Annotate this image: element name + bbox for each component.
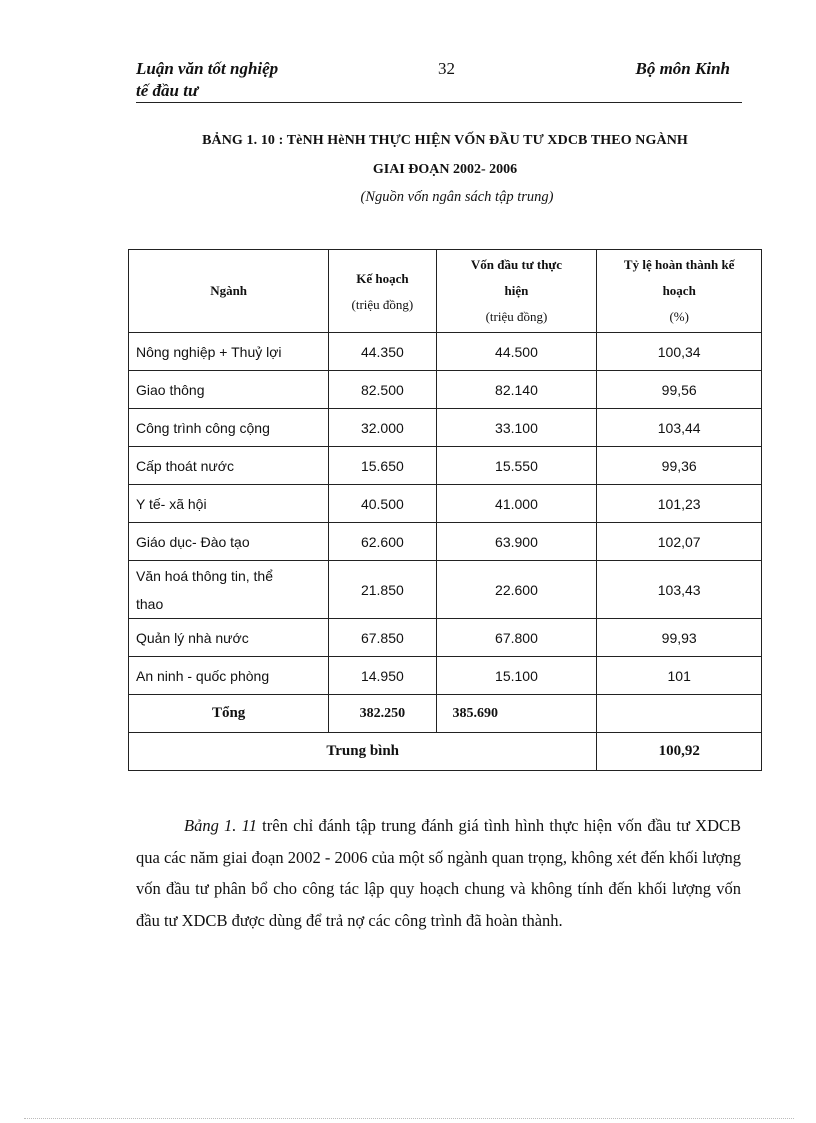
actual-cell: 44.500 [436, 333, 597, 371]
rate-cell: 100,34 [597, 333, 762, 371]
sector-cell: Cấp thoát nước [129, 447, 329, 485]
header-sector: Ngành [129, 250, 329, 333]
page-header [136, 58, 742, 103]
page-bottom-divider [24, 1118, 794, 1119]
actual-cell: 15.100 [436, 657, 597, 695]
table-row [129, 523, 762, 561]
header-right: Bộ môn Kinh [635, 59, 730, 78]
plan-cell: 82.500 [329, 371, 436, 409]
sector-cell: An ninh - quốc phòng [129, 657, 329, 695]
sector-cell: Giáo dục- Đào tạo [129, 523, 329, 561]
header-actual: Vốn đầu tư thực hiện (triệu đồng) [436, 250, 597, 333]
rate-cell: 99,36 [597, 447, 762, 485]
table-header-row [129, 250, 762, 333]
body-paragraph [136, 810, 741, 936]
table-row [129, 371, 762, 409]
table-row [129, 485, 762, 523]
sector-cell: Y tế- xã hội [129, 485, 329, 523]
sector-cell: Nông nghiệp + Thuỷ lợi [129, 333, 329, 371]
average-rate: 100,92 [597, 733, 762, 771]
table-caption-title: BẢNG 1. 10 : TèNH HèNH THỰC HIỆN VỐN ĐẦU TƯ XDCB THEO NGÀNH [202, 133, 688, 148]
table-caption-period: GIAI ĐOẠN 2002- 2006 [372, 162, 518, 177]
actual-cell: 67.800 [436, 619, 597, 657]
total-row [129, 695, 762, 733]
plan-cell: 14.950 [329, 657, 436, 695]
table-caption-source: (Nguồn vốn ngân sách tập trung) [360, 189, 554, 205]
rate-cell: 103,43 [597, 561, 762, 619]
plan-cell: 32.000 [329, 409, 436, 447]
plan-cell: 62.600 [329, 523, 436, 561]
plan-cell: 15.650 [329, 447, 436, 485]
actual-cell: 15.550 [436, 447, 597, 485]
header-left-line2: tế đầu tư [136, 81, 199, 100]
plan-cell: 67.850 [329, 619, 436, 657]
header-left-line1: Luận văn tốt nghiệp [136, 59, 279, 78]
table-reference: Bảng 1. 11 [184, 816, 257, 835]
table-row [129, 561, 762, 619]
actual-cell: 82.140 [436, 371, 597, 409]
rate-cell: 99,56 [597, 371, 762, 409]
rate-cell: 99,93 [597, 619, 762, 657]
actual-cell: 33.100 [436, 409, 597, 447]
plan-cell: 40.500 [329, 485, 436, 523]
actual-cell: 22.600 [436, 561, 597, 619]
total-plan: 382.250 [329, 695, 436, 733]
sector-cell: Công trình công cộng [129, 409, 329, 447]
sector-cell: Văn hoá thông tin, thể thao [129, 561, 329, 619]
average-row [129, 733, 762, 771]
rate-cell: 101,23 [597, 485, 762, 523]
total-actual: 385.690 [436, 695, 597, 733]
table-row [129, 619, 762, 657]
table-row [129, 447, 762, 485]
total-label: Tổng [129, 695, 329, 733]
sector-cell: Giao thông [129, 371, 329, 409]
page-number: 32 [438, 59, 455, 78]
header-left [136, 58, 336, 102]
rate-cell: 102,07 [597, 523, 762, 561]
sector-cell: Quản lý nhà nước [129, 619, 329, 657]
investment-table [128, 249, 762, 771]
header-plan: Kế hoạch (triệu đồng) [329, 250, 436, 333]
table-row [129, 409, 762, 447]
rate-cell: 103,44 [597, 409, 762, 447]
rate-cell: 101 [597, 657, 762, 695]
total-rate [597, 695, 762, 733]
paragraph-text: trên chỉ đánh tập trung đánh giá tình hình thực hiện vốn đầu tư XDCB qua các năm giai đoạn 2002 - 2006 của một số ngành quan trọng, không xét đến khối lượng vốn đầu tư phân bổ cho công tác lập quy hoạch chung và không tính đến khối lượng vốn đầu tư XDCB được dùng để trả nợ các công trình đã hoàn thành. [136, 816, 741, 930]
plan-cell: 44.350 [329, 333, 436, 371]
actual-cell: 63.900 [436, 523, 597, 561]
actual-cell: 41.000 [436, 485, 597, 523]
plan-cell: 21.850 [329, 561, 436, 619]
average-label: Trung bình [129, 733, 597, 771]
table-row [129, 333, 762, 371]
table-row [129, 657, 762, 695]
header-completion-rate: Tỷ lệ hoàn thành kế hoạch (%) [597, 250, 762, 333]
